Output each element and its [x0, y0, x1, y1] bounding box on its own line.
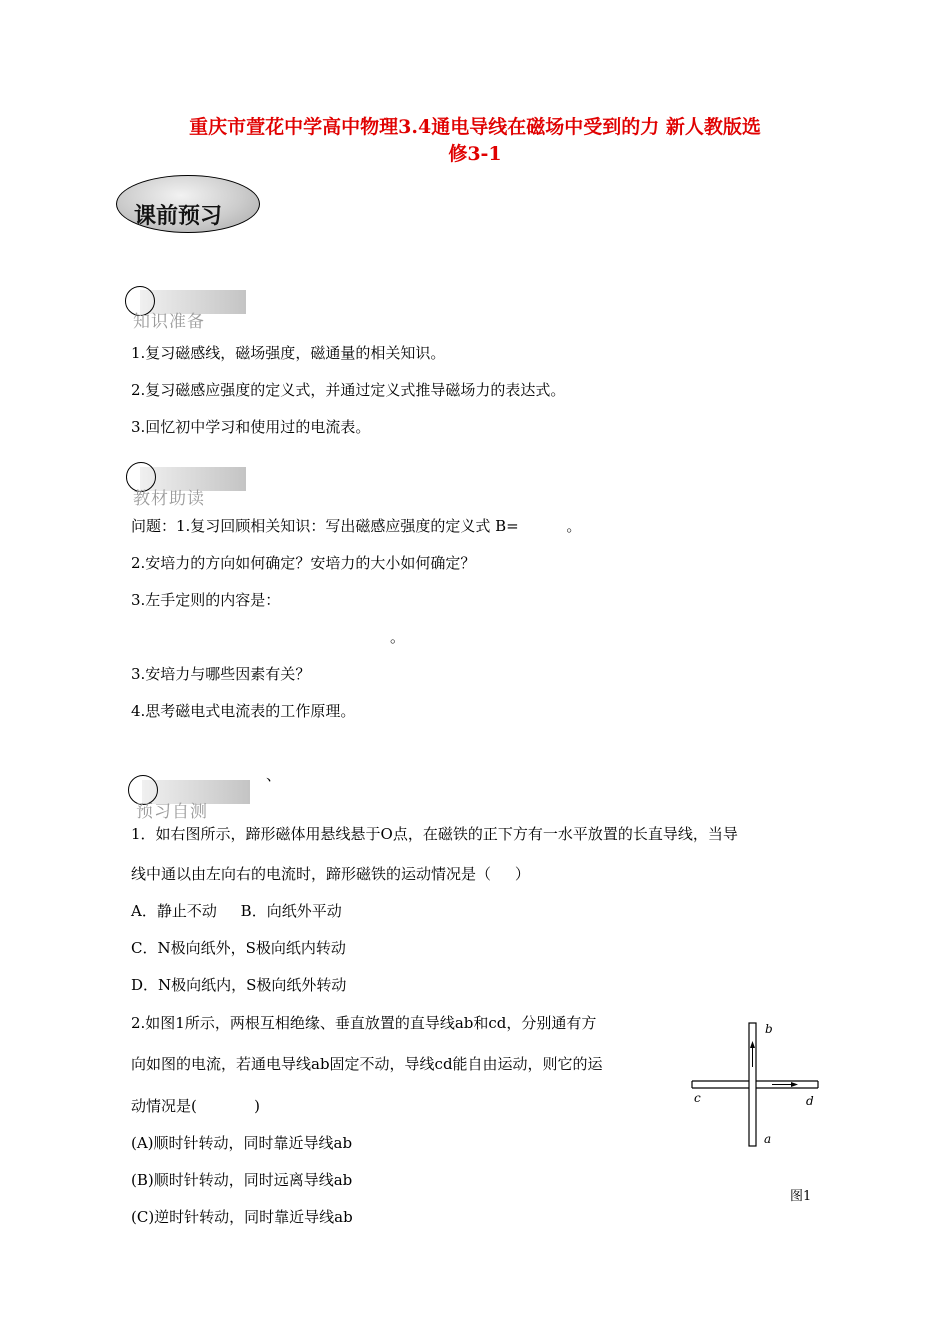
- label-a: a: [764, 1132, 772, 1146]
- reading-question-1: 问题：1.复习回顾相关知识：写出磁感应强度的定义式 B= 。: [131, 517, 582, 535]
- test-q2-option-c: (C)逆时针转动，同时靠近导线ab: [131, 1208, 353, 1226]
- test-q2-option-a: (A)顺时针转动，同时靠近导线ab: [131, 1134, 353, 1152]
- test-q2-line-1: 2.如图1所示，两根互相绝缘、垂直放置的直导线ab和cd，分别通有方: [131, 1014, 597, 1032]
- test-q2-option-b: (B)顺时针转动，同时远离导线ab: [131, 1171, 353, 1189]
- title-line-1: 重庆市萱花中学高中物理3.4通电导线在磁场中受到的力 新人教版选: [189, 116, 761, 138]
- figure-1-caption: 图1: [790, 1189, 812, 1204]
- stray-mark: 、: [266, 766, 282, 784]
- section-title-test: 预习自测: [136, 802, 208, 822]
- document-title: [120, 114, 830, 168]
- test-q1-options-ab: A．静止不动 B．向纸外平动: [131, 902, 342, 920]
- test-q1-line-1: 1．如右图所示，蹄形磁体用悬线悬于O点，在磁铁的正下方有一水平放置的长直导线，当导: [131, 825, 738, 843]
- test-q2-line-3: 动情况是( ): [131, 1097, 260, 1115]
- label-c: c: [694, 1091, 701, 1105]
- test-q1-option-d: D．N极向纸内，S极向纸外转动: [131, 976, 347, 994]
- label-d: d: [806, 1094, 814, 1108]
- title-line-2: 修3-1: [448, 143, 502, 165]
- reading-question-3: 3.左手定则的内容是：: [131, 591, 281, 609]
- knowledge-item-3: 3.回忆初中学习和使用过的电流表。: [131, 418, 371, 436]
- test-q2-line-2: 向如图的电流，若通电导线ab固定不动，导线cd能自由运动，则它的运: [131, 1055, 603, 1073]
- preview-badge-label: 课前预习: [134, 204, 223, 229]
- test-q1-option-c: C．N极向纸外，S极向纸内转动: [131, 939, 346, 957]
- section-title-knowledge: 知识准备: [133, 312, 205, 332]
- reading-question-5: 4.思考磁电式电流表的工作原理。: [131, 702, 356, 720]
- reading-blank-end: 。: [390, 628, 406, 646]
- label-b: b: [765, 1022, 773, 1036]
- figure-1-wires-diagram: [686, 1015, 826, 1155]
- section-title-reading: 教材助读: [133, 489, 205, 509]
- knowledge-item-1: 1.复习磁感线，磁场强度，磁通量的相关知识。: [131, 344, 446, 362]
- reading-question-4: 3.安培力与哪些因素有关？: [131, 665, 311, 683]
- reading-question-2: 2.安培力的方向如何确定？安培力的大小如何确定？: [131, 554, 476, 572]
- knowledge-item-2: 2.复习磁感应强度的定义式，并通过定义式推导磁场力的表达式。: [131, 381, 566, 399]
- current-arrow-cd: [772, 1082, 798, 1087]
- test-q1-line-2: 线中通以由左向右的电流时，蹄形磁铁的运动情况是（ ）: [131, 865, 530, 883]
